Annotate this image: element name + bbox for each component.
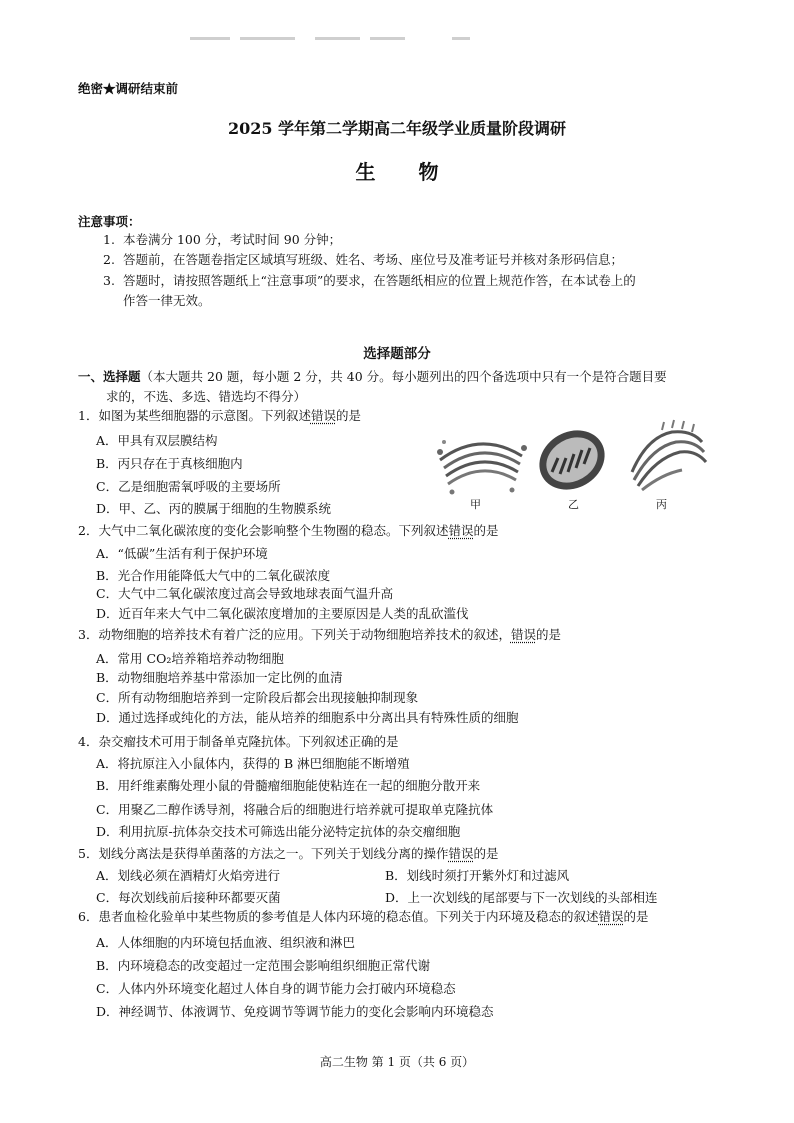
option: C．乙是细胞需氧呼吸的主要场所 bbox=[96, 479, 281, 494]
question-stem: 4．杂交瘤技术可用于制备单克隆抗体。下列叙述正确的是 bbox=[78, 734, 399, 749]
option: D．甲、乙、丙的膜属于细胞的生物膜系统 bbox=[96, 501, 332, 516]
notice-title: 注意事项： bbox=[78, 214, 141, 229]
golgi-apparatus-illustration bbox=[437, 440, 527, 495]
option: D．近百年来大气中二氧化碳浓度增加的主要原因是人类的乱砍滥伐 bbox=[96, 606, 469, 621]
secret-label: 绝密★调研结束前 bbox=[78, 81, 179, 96]
page-footer: 高二生物 第 1 页（共 6 页） bbox=[319, 1055, 475, 1069]
option: A．人体细胞的内环境包括血液、组织液和淋巴 bbox=[96, 935, 356, 950]
option: D．利用抗原-抗体杂交技术可筛选出能分泌特定抗体的杂交瘤细胞 bbox=[96, 824, 461, 839]
endoplasmic-reticulum-illustration bbox=[632, 420, 706, 490]
option: C．所有动物细胞培养到一定阶段后都会出现接触抑制现象 bbox=[96, 690, 419, 705]
option: D．神经调节、体液调节、免疫调节等调节能力的变化会影响内环境稳态 bbox=[96, 1004, 494, 1019]
notice-item: 1. 本卷满分 100 分，考试时间 90 分钟； bbox=[103, 232, 342, 247]
option: C．每次划线前后接种环都要灭菌 bbox=[96, 890, 281, 905]
notice-item: 2. 答题前，在答题卷指定区域填写班级、姓名、考场、座位号及准考证号并核对条形码信息； bbox=[103, 252, 624, 267]
question-stem: 3．动物细胞的培养技术有着广泛的应用。下列关于动物细胞培养技术的叙述，错误的是 bbox=[78, 627, 561, 642]
mitochondrion-illustration bbox=[529, 419, 616, 501]
figure-label-jia: 甲 bbox=[470, 498, 481, 511]
option: A．划线必须在酒精灯火焰旁进行 bbox=[96, 868, 281, 883]
option: A．“低碳”生活有利于保护环境 bbox=[96, 546, 268, 561]
option: D．通过选择或纯化的方法，能从培养的细胞系中分离出具有特殊性质的细胞 bbox=[96, 710, 519, 725]
question-stem: 6．患者血检化验单中某些物质的参考值是人体内环境的稳态值。下列关于内环境及稳态的叙述错误的是 bbox=[78, 909, 649, 924]
option: B．动物细胞培养基中常添加一定比例的血清 bbox=[96, 670, 343, 685]
option: A．甲具有双层膜结构 bbox=[96, 433, 218, 448]
option: B．光合作用能降低大气中的二氧化碳浓度 bbox=[96, 568, 331, 583]
option: B．用纤维素酶处理小鼠的骨髓瘤细胞能使粘连在一起的细胞分散开来 bbox=[96, 778, 481, 793]
option: B．内环境稳态的改变超过一定范围会影响组织细胞正常代谢 bbox=[96, 958, 431, 973]
option: D．上一次划线的尾部要与下一次划线的头部相连 bbox=[385, 890, 658, 905]
figure-label-yi: 乙 bbox=[568, 498, 579, 511]
subject-title: 生 物 bbox=[355, 160, 457, 184]
notice-item: 3. 答题时，请按照答题纸上“注意事项”的要求，在答题纸相应的位置上规范作答，在本试卷上的 作答一律无效。 bbox=[103, 273, 636, 308]
option: B．丙只存在于真核细胞内 bbox=[96, 456, 243, 471]
part-heading: 一、选择题（本大题共 20 题，每小题 2 分，共 40 分。每小题列出的四个备选项中只有一个是符合题目要 求的，不选、多选、错选均不得分） bbox=[78, 369, 667, 404]
question-stem: 1．如图为某些细胞器的示意图。下列叙述错误的是 bbox=[78, 408, 361, 423]
option: C．大气中二氧化碳浓度过高会导致地球表面气温升高 bbox=[96, 586, 394, 601]
question-stem: 2．大气中二氧化碳浓度的变化会影响整个生物圈的稳态。下列叙述错误的是 bbox=[78, 523, 499, 538]
option: A．将抗原注入小鼠体内，获得的 B 淋巴细胞能不断增殖 bbox=[96, 756, 410, 771]
option: C．用聚乙二醇作诱导剂，将融合后的细胞进行培养就可提取单克隆抗体 bbox=[96, 802, 494, 817]
option: C．人体内外环境变化超过人体自身的调节能力会打破内环境稳态 bbox=[96, 981, 456, 996]
section-title: 选择题部分 bbox=[363, 346, 431, 362]
faint-header-watermark bbox=[190, 34, 490, 44]
option: B．划线时须打开紫外灯和过滤风 bbox=[385, 868, 570, 883]
figure-label-bing: 丙 bbox=[656, 498, 667, 511]
exam-title: 2025 学年第二学期高二年级学业质量阶段调研 bbox=[227, 119, 567, 138]
option: A．常用 CO₂培养箱培养动物细胞 bbox=[96, 651, 284, 666]
question-stem: 5．划线分离法是获得单菌落的方法之一。下列关于划线分离的操作错误的是 bbox=[78, 846, 499, 861]
